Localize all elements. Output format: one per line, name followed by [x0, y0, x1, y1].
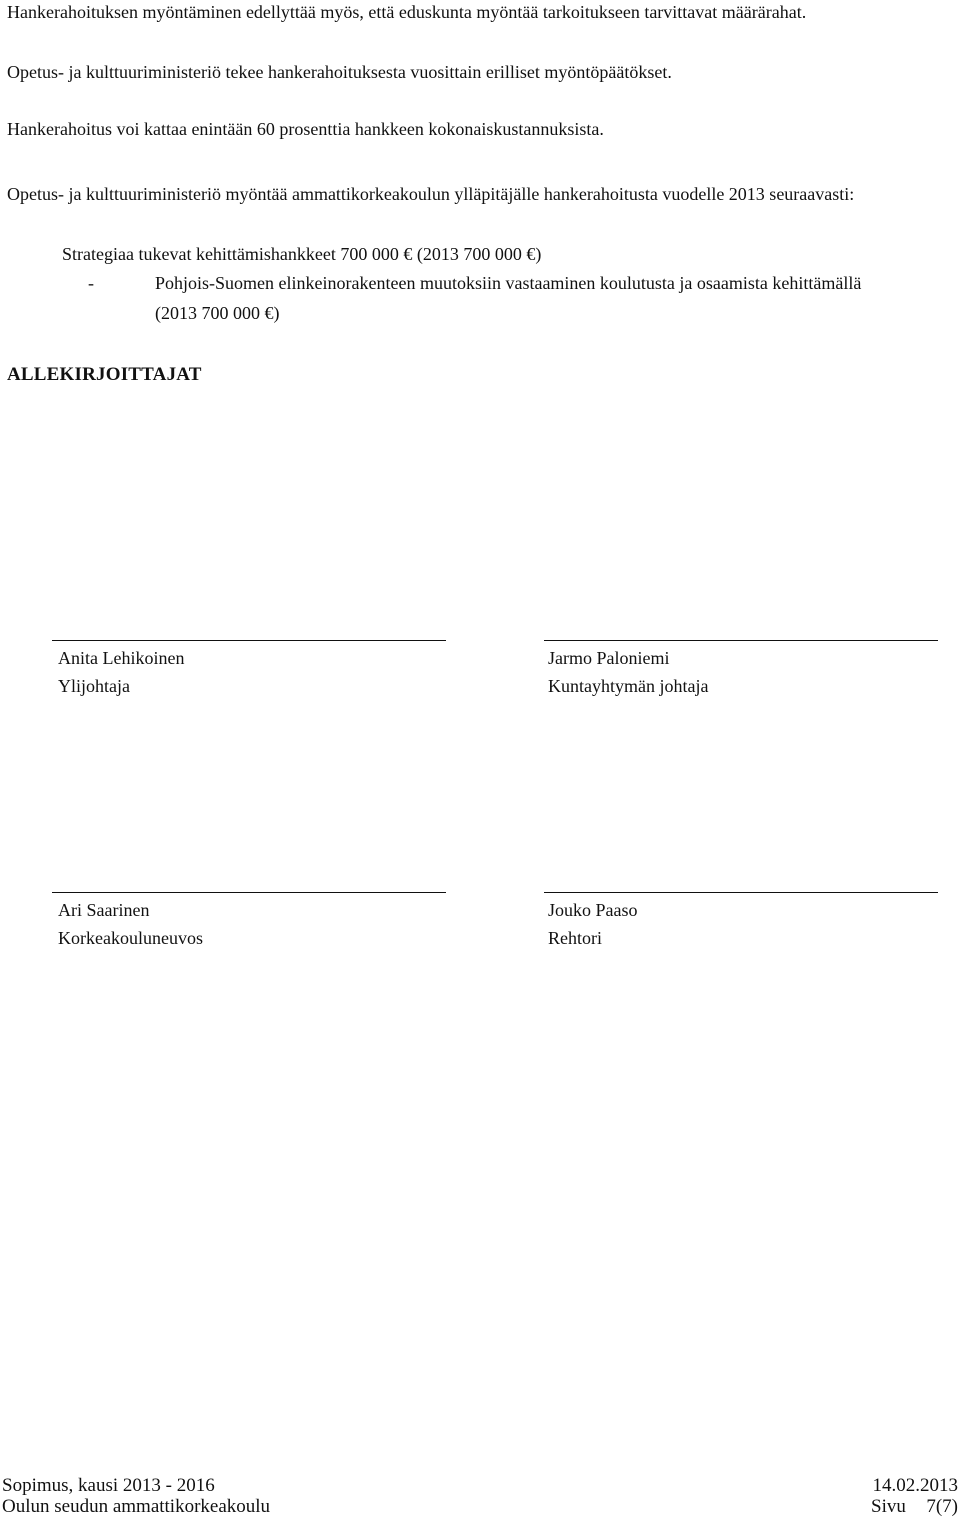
- signatories-heading: ALLEKIRJOITTAJAT: [7, 364, 202, 385]
- signature-line: [544, 892, 938, 893]
- footer-document-title: Sopimus, kausi 2013 - 2016: [2, 1475, 215, 1496]
- signatory-name: Anita Lehikoinen: [58, 648, 185, 668]
- signatory-title: Ylijohtaja: [58, 676, 130, 696]
- footer-organization: Oulun seudun ammattikorkeakoulu: [2, 1496, 271, 1517]
- signatory-title: Korkeakouluneuvos: [58, 928, 203, 948]
- signatory-title: Kuntayhtymän johtaja: [548, 676, 709, 696]
- paragraph-funding-grant: Opetus- ja kulttuuriministeriö myöntää ammattikorkeakoulun ylläpitäjälle hankerahoitusta vuodelle 2013 seuraavasti:: [7, 184, 855, 204]
- footer-date: 14.02.2013: [872, 1475, 958, 1496]
- funding-main-item: Strategiaa tukevat kehittämishankkeet 700 000 € (2013 700 000 €): [62, 244, 542, 264]
- bullet-marker: -: [88, 273, 94, 293]
- signature-line: [52, 892, 446, 893]
- paragraph-funding-limit: Hankerahoitus voi kattaa enintään 60 prosenttia hankkeen kokonaiskustannuksista.: [7, 119, 604, 139]
- paragraph-appropriation-requirement: Hankerahoituksen myöntäminen edellyttää myös, että eduskunta myöntää tarkoitukseen tarvittavat määrärahat.: [7, 2, 807, 22]
- signatory-name: Jarmo Paloniemi: [548, 648, 670, 668]
- signature-line: [52, 640, 446, 641]
- signature-line: [544, 640, 938, 641]
- signatory-name: Ari Saarinen: [58, 900, 150, 920]
- funding-sub-item: Pohjois-Suomen elinkeinorakenteen muutoksiin vastaaminen koulutusta ja osaamista kehittämällä: [155, 273, 862, 293]
- signatory-name: Jouko Paaso: [548, 900, 638, 920]
- footer-page-number: 7(7): [926, 1496, 958, 1517]
- paragraph-annual-decisions: Opetus- ja kulttuuriministeriö tekee hankerahoituksesta vuosittain erilliset myöntöpäätökset.: [7, 62, 672, 82]
- funding-sub-item-amount: (2013 700 000 €): [155, 303, 280, 323]
- footer-page-label: Sivu: [871, 1496, 906, 1517]
- signatory-title: Rehtori: [548, 928, 602, 948]
